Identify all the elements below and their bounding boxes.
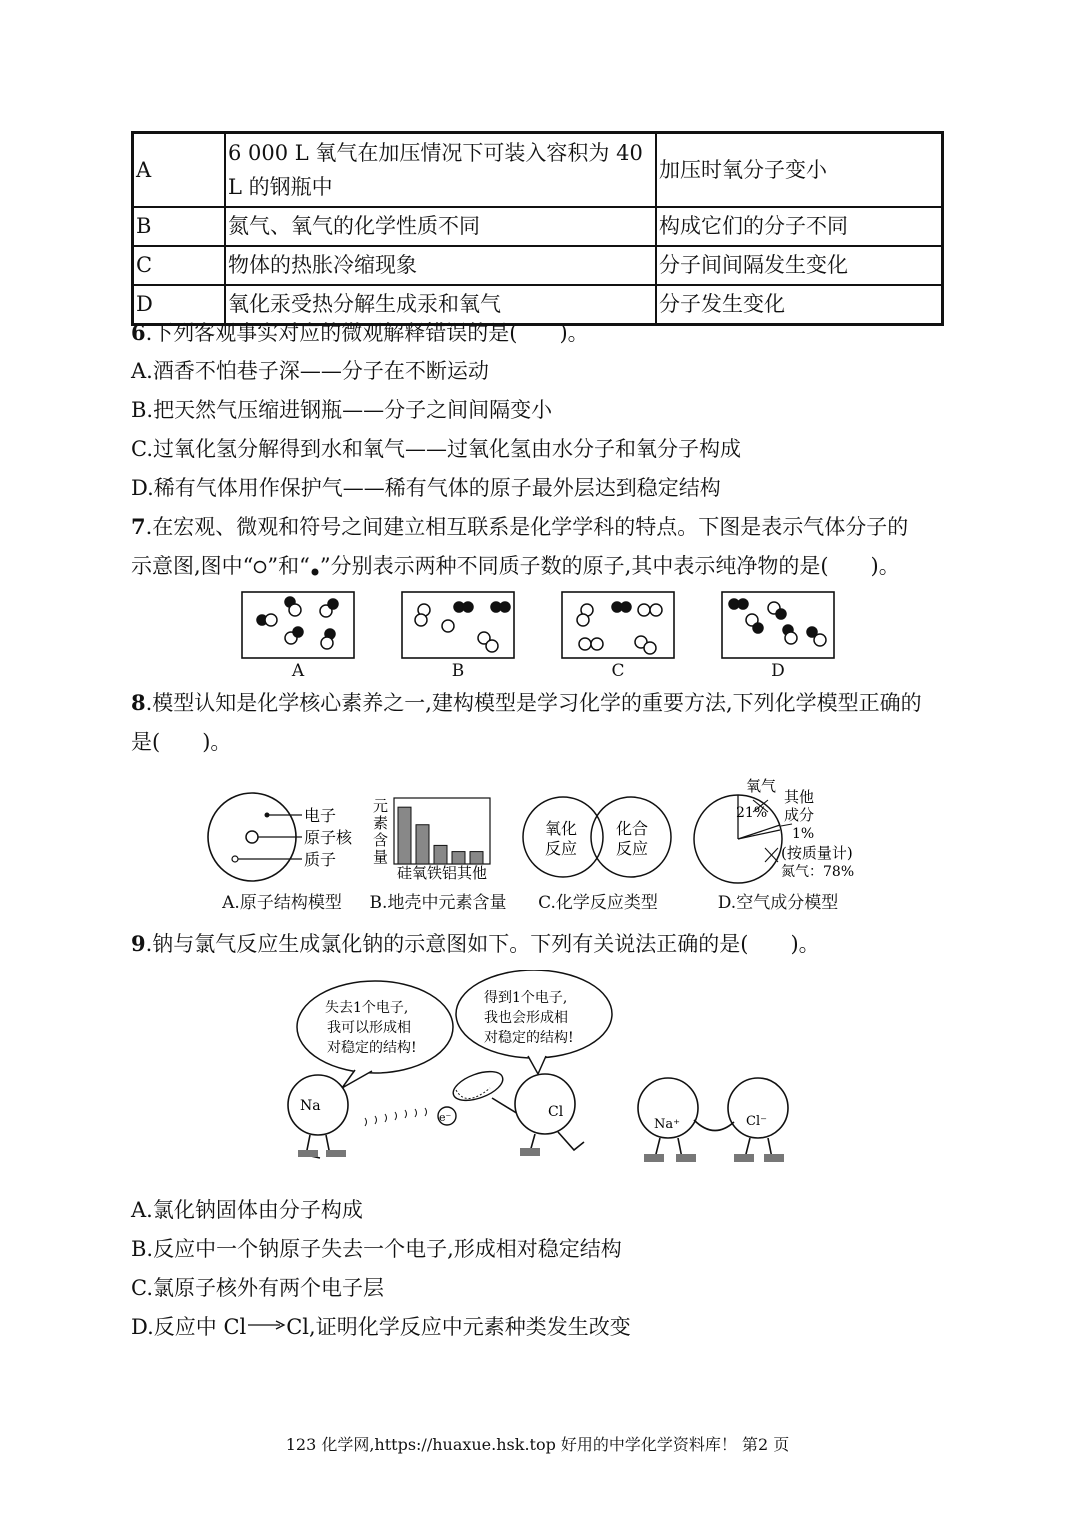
crust-bar-chart — [370, 795, 510, 885]
q6-option-a: A.酒香不怕巷子深——分子在不断运动 — [131, 359, 489, 383]
label-c: C — [611, 661, 625, 681]
cl-ion-label: Cl⁻ — [746, 1114, 767, 1129]
q8-stem-line2: 是( )。 — [131, 730, 232, 754]
svg-text:氮气：78%: 氮气：78% — [781, 864, 855, 880]
table-row — [133, 246, 943, 285]
sodium-chlorine-cartoon — [280, 970, 800, 1175]
crust-elements-label: 硅氧铁铝其他 — [397, 864, 488, 882]
q8-stem: 8.模型认知是化学核心素养之一,建构模型是学习化学的重要方法,下列化学模型正确的 — [131, 690, 922, 715]
svg-text:元: 元 — [373, 797, 389, 815]
caption-atom-model: A.原子结构模型 — [222, 893, 342, 913]
q9-stem: 9.钠与氯气反应生成氯化钠的示意图如下。下列有关说法正确的是( )。 — [131, 931, 820, 956]
arrow-icon — [246, 1318, 286, 1332]
na-ion-label: Na⁺ — [654, 1117, 680, 1132]
q9-option-c: C.氯原子核外有两个电子层 — [131, 1276, 384, 1300]
open-atom-icon — [253, 560, 267, 574]
q9-option-b: B.反应中一个钠原子失去一个电子,形成相对稳定结构 — [131, 1237, 622, 1261]
svg-text:含: 含 — [373, 831, 389, 849]
q7-stem: 7.在宏观、微观和符号之间建立相互联系是化学学科的特点。下图是表示气体分子的 — [131, 514, 909, 539]
svg-text:氧化: 氧化 — [545, 819, 578, 838]
svg-text:反应: 反应 — [545, 839, 578, 858]
svg-text:21%: 21% — [736, 805, 768, 821]
svg-text:反应: 反应 — [616, 839, 649, 858]
svg-text:其他: 其他 — [784, 788, 815, 806]
q6-option-c: C.过氧化氢分解得到水和氧气——过氧化氢由水分子和氧分子构成 — [131, 437, 741, 461]
table-row — [133, 207, 943, 246]
q6-option-d: D.稀有气体用作保护气——稀有气体的原子最外层达到稳定结构 — [131, 476, 721, 500]
row-fact: 氮气、氧气的化学性质不同 — [225, 207, 656, 246]
molecule-diagrams — [240, 590, 840, 680]
caption-crust: B.地壳中元素含量 — [369, 893, 507, 913]
svg-text:量: 量 — [373, 848, 389, 866]
options-table — [131, 131, 944, 326]
table-row — [133, 133, 943, 208]
svg-text:素: 素 — [373, 814, 389, 832]
svg-text:我也会形成相: 我也会形成相 — [484, 1010, 568, 1026]
row-fact: 6 000 L 氧气在加压情况下可装入容积为 40 L 的钢瓶中 — [225, 133, 656, 208]
page-footer: 123 化学网,https://huaxue.hsk.top 好用的中学化学资料库！ 第2 页 — [285, 1435, 790, 1454]
svg-text:得到1个电子,: 得到1个电子, — [484, 990, 568, 1006]
crust-bar — [398, 807, 411, 864]
svg-text:1%: 1% — [792, 826, 815, 842]
electron-symbol: e⁻ — [439, 1111, 452, 1124]
svg-text:氧气: 氧气 — [746, 777, 777, 795]
svg-text:失去1个电子,: 失去1个电子, — [325, 1000, 409, 1016]
cl-label: Cl — [548, 1104, 564, 1120]
row-explain: 加压时氧分子变小 — [656, 133, 943, 208]
nucleus-label: 原子核 — [304, 828, 353, 847]
row-fact: 氧化汞受热分解生成汞和氧气 — [225, 285, 656, 325]
row-letter: C — [133, 246, 226, 285]
reaction-venn-diagram — [520, 792, 680, 882]
svg-text:成分: 成分 — [784, 806, 815, 824]
svg-text:对稳定的结构!: 对稳定的结构! — [327, 1040, 417, 1056]
crust-bar — [452, 852, 465, 864]
filled-atom-icon — [310, 562, 320, 576]
caption-reaction-type: C.化学反应类型 — [538, 893, 658, 913]
electron-label: 电子 — [304, 806, 337, 825]
crust-bar — [434, 845, 447, 864]
crust-bar — [470, 852, 483, 864]
row-explain: 分子发生变化 — [656, 285, 943, 325]
na-label: Na — [300, 1098, 321, 1114]
q6-stem: 6.下列客观事实对应的微观解释错误的是( )。 — [131, 320, 589, 345]
row-explain: 构成它们的分子不同 — [656, 207, 943, 246]
q7-stem-line2: 示意图,图中“ ”和“ ”分别表示两种不同质子数的原子,其中表示纯净物的是( )。 — [131, 554, 900, 578]
row-letter: B — [133, 207, 226, 246]
svg-text:化合: 化合 — [616, 819, 649, 838]
svg-text:我可以形成相: 我可以形成相 — [327, 1020, 411, 1036]
crust-bar — [416, 825, 429, 864]
svg-text:对稳定的结构!: 对稳定的结构! — [484, 1030, 574, 1046]
label-d: D — [771, 661, 785, 681]
q9-option-d: D.反应中 Cl Cl,证明化学反应中元素种类发生改变 — [131, 1315, 631, 1339]
row-letter: A — [133, 133, 226, 208]
caption-air: D.空气成分模型 — [717, 893, 839, 913]
svg-text:(按质量计): (按质量计) — [781, 844, 853, 862]
atom-model-diagram — [205, 790, 365, 885]
row-letter: D — [133, 285, 226, 325]
q9-option-a: A.氯化钠固体由分子构成 — [131, 1198, 363, 1222]
air-pie-chart — [688, 772, 888, 884]
q6-option-b: B.把天然气压缩进钢瓶——分子之间间隔变小 — [131, 398, 553, 422]
label-b: B — [451, 661, 465, 681]
row-explain: 分子间间隔发生变化 — [656, 246, 943, 285]
label-a: A — [291, 661, 305, 681]
proton-label: 质子 — [304, 850, 337, 869]
row-fact: 物体的热胀冷缩现象 — [225, 246, 656, 285]
